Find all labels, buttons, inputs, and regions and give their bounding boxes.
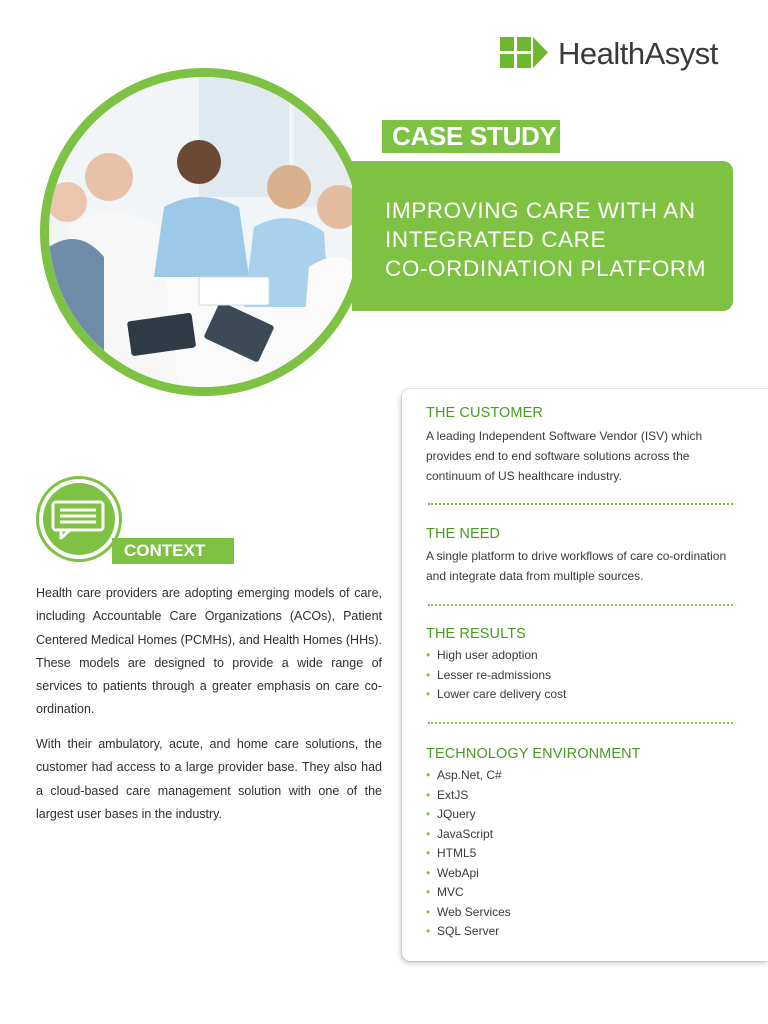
doctors-team-photo (49, 77, 359, 387)
bullet-icon: • (426, 648, 431, 662)
bullet-icon: • (426, 904, 431, 919)
tech-heading: TECHNOLOGY ENVIRONMENT (426, 746, 641, 762)
context-paragraph: Health care providers are adopting emerging models of care, including Accountable Care Organizations (ACOs), Patient Centered Medical Homes (PCMHs), and Health Homes (HHs). These models are designed to provide a wide range of services to patients through a greater emphasis on care co-ordination. (36, 586, 382, 717)
list-item: • JQuery (426, 805, 511, 825)
results-list (426, 646, 566, 705)
list-item: • WebApi (426, 864, 511, 884)
chat-bubble-icon (51, 500, 107, 545)
bullet-icon: • (426, 846, 431, 860)
case-study-tag: CASE STUDY (382, 120, 560, 153)
tech-list (426, 766, 511, 942)
bullet-icon: • (426, 687, 431, 701)
need-heading: THE NEED (426, 526, 501, 542)
bullet-icon: • (426, 826, 431, 841)
list-item: • HTML5 (426, 844, 511, 864)
logo-text: HealthAsyst (558, 36, 718, 71)
list-item: • Lesser re-admissions (426, 666, 566, 686)
list-item: • Asp.Net, C# (426, 766, 511, 786)
divider (428, 722, 733, 724)
bullet-icon: • (426, 865, 431, 880)
bullet-icon: • (426, 768, 431, 782)
list-item: • Lower care delivery cost (426, 685, 566, 705)
list-item: • SQL Server (426, 922, 511, 942)
bullet-icon: • (426, 885, 431, 899)
list-item: • High user adoption (426, 646, 566, 666)
context-heading: CONTEXT (112, 538, 234, 564)
list-item: • MVC (426, 883, 511, 903)
bullet-icon: • (426, 787, 431, 802)
list-item: • Web Services (426, 903, 511, 923)
list-item: • ExtJS (426, 786, 511, 806)
page-title: IMPROVING CARE WITH AN INTEGRATED CARE CO-ORDINATION PLATFORM (385, 198, 707, 281)
logo-mark-icon (500, 37, 548, 71)
results-heading: THE RESULTS (426, 626, 526, 642)
bullet-icon: • (426, 807, 431, 821)
bullet-icon: • (426, 667, 431, 682)
divider (428, 503, 733, 505)
customer-body: A leading Independent Software Vendor (ISV) which provides end to end software solutions across the continuum of US healthcare industry. (426, 429, 703, 483)
customer-heading: THE CUSTOMER (426, 405, 543, 421)
healthasyst-logo (500, 36, 718, 72)
list-item: • JavaScript (426, 825, 511, 845)
divider (428, 604, 733, 606)
context-paragraph: With their ambulatory, acute, and home care solutions, the customer had access to a large provider base. They also had a cloud-based care management solution with one of the largest user bases in the industry. (36, 737, 382, 821)
need-body: A single platform to drive workflows of care co-ordination and integrate data from multiple sources. (426, 549, 727, 583)
bullet-icon: • (426, 924, 431, 938)
